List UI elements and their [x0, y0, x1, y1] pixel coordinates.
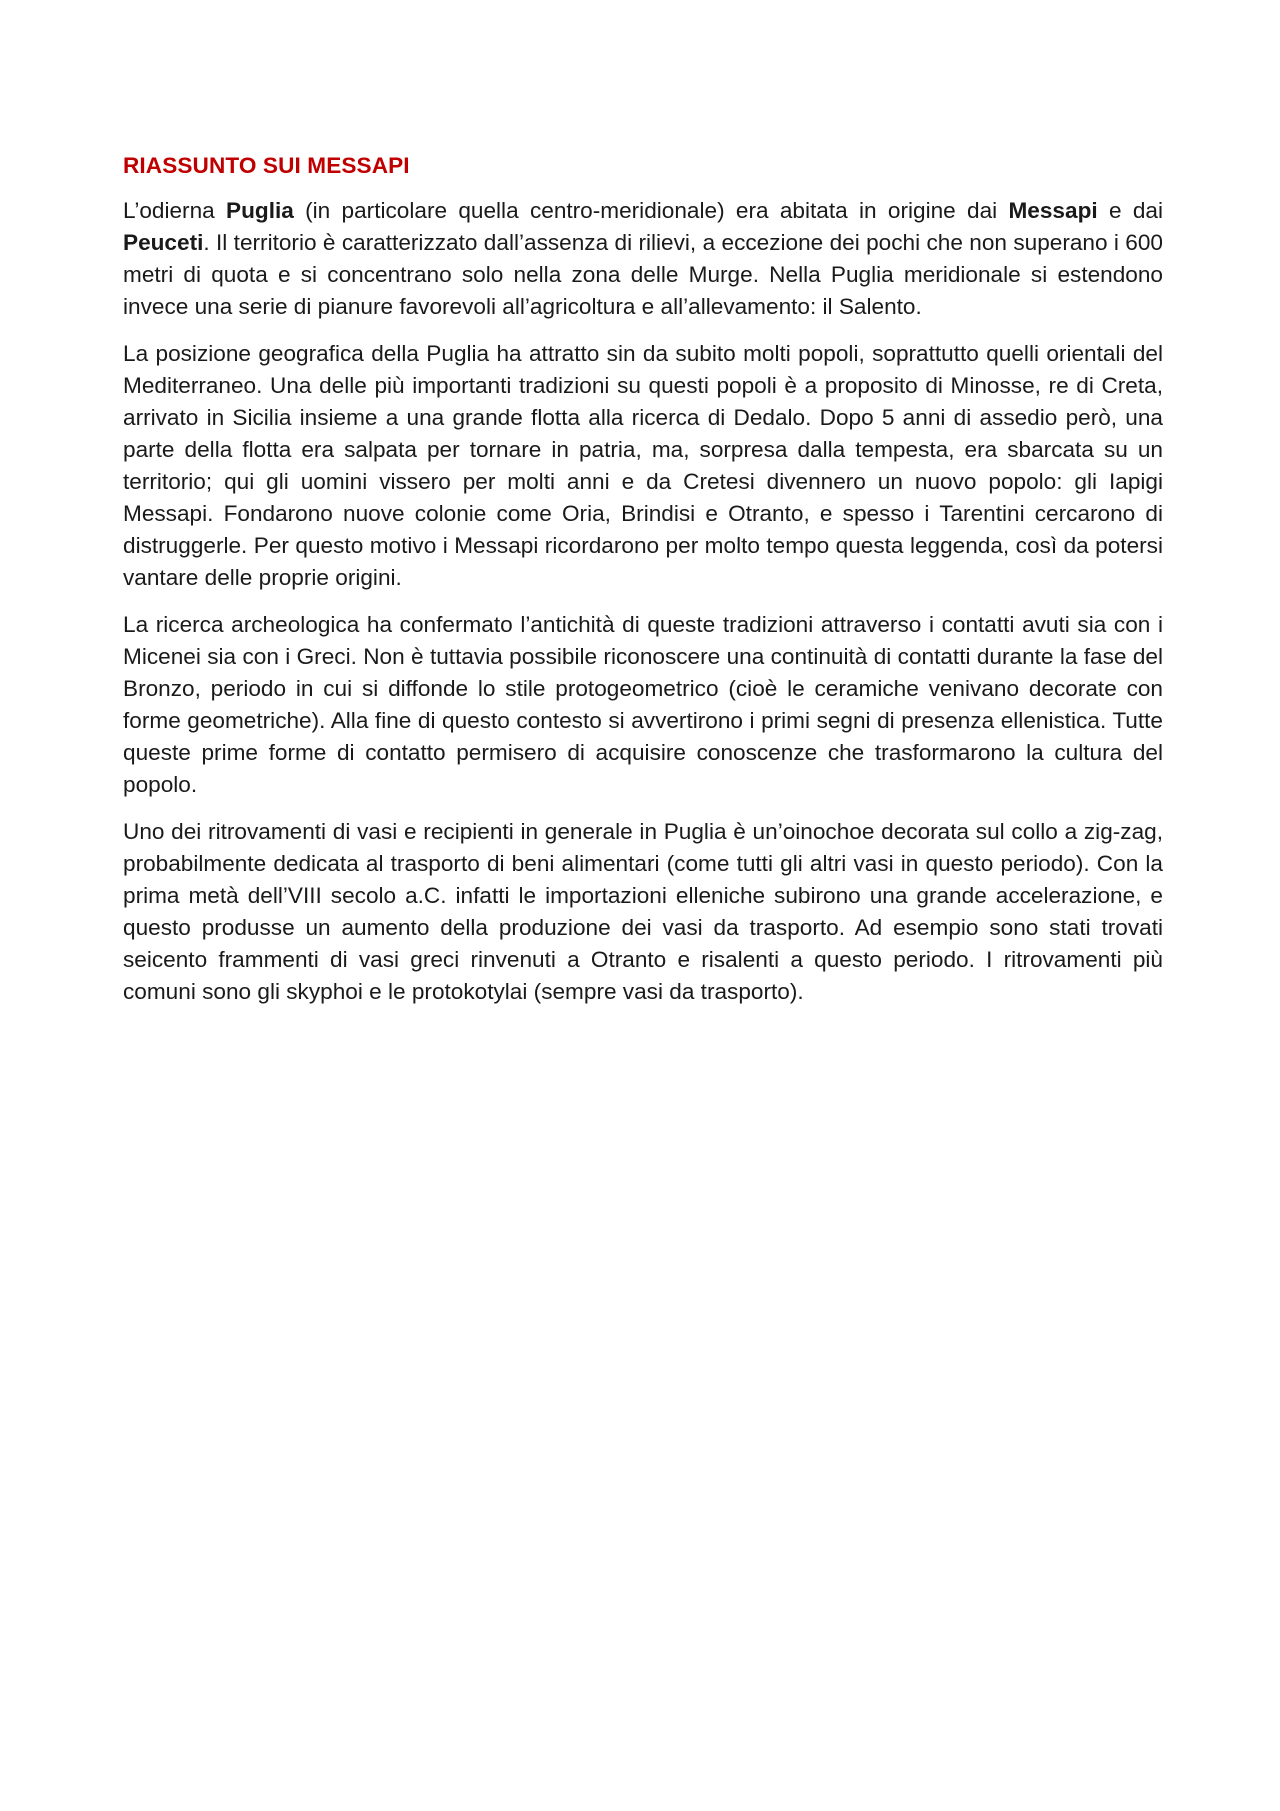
paragraph-1-text-2: (in particolare quella centro-meridionale) era abitata in origine dai — [293, 198, 1009, 223]
paragraph-1-text-3: e dai — [1097, 198, 1163, 223]
bold-term-peuceti: Peuceti — [123, 230, 204, 255]
document-title: RIASSUNTO SUI MESSAPI — [123, 153, 410, 178]
paragraph-3: La ricerca archeologica ha confermato l’antichità di queste tradizioni attraverso i contatti avuti sia con i Micenei sia con i Greci. Non è tuttavia possibile riconoscere una continuità di contatti durante la fase del Bronzo, periodo in cui si diffonde lo stile protogeometrico (cioè le ceramiche venivano decorate con forme geometriche). Alla fine di questo contesto si avvertirono i primi segni di presenza ellenistica. Tutte queste prime forme di contatto permisero di acquisire conoscenze che trasformarono la cultura del popolo. — [123, 612, 1163, 797]
paragraph-1-text-1: L’odierna — [123, 198, 227, 223]
paragraph-1 — [123, 195, 1163, 323]
paragraph-1-text-4: . Il territorio è caratterizzato dall’assenza di rilievi, a eccezione dei pochi che non superano i 600 metri di quota e si concentrano solo nella zona delle Murge. Nella Puglia meridionale si estendono invece una serie di pianure favorevoli all’agricoltura e all’allevamento: il Salento. — [123, 230, 1163, 319]
bold-term-puglia: Puglia — [226, 198, 294, 223]
bold-term-messapi: Messapi — [1008, 198, 1098, 223]
document-body — [123, 150, 1163, 1023]
paragraph-2: La posizione geografica della Puglia ha attratto sin da subito molti popoli, soprattutto quelli orientali del Mediterraneo. Una delle più importanti tradizioni su questi popoli è a proposito di Minosse, re di Creta, arrivato in Sicilia insieme a una grande flotta alla ricerca di Dedalo. Dopo 5 anni di assedio però, una parte della flotta era salpata per tornare in patria, ma, sorpresa dalla tempesta, era sbarcata su un territorio; qui gli uomini vissero per molti anni e da Cretesi divennero un nuovo popolo: gli Iapigi Messapi. Fondarono nuove colonie come Oria, Brindisi e Otranto, e spesso i Tarentini cercarono di distruggerle. Per questo motivo i Messapi ricordarono per molto tempo questa leggenda, così da potersi vantare delle proprie origini. — [123, 341, 1163, 590]
paragraph-4: Uno dei ritrovamenti di vasi e recipienti in generale in Puglia è un’oinochoe decorata sul collo a zig-zag, probabilmente dedicata al trasporto di beni alimentari (come tutti gli altri vasi in questo periodo). Con la prima metà dell’VIII secolo a.C. infatti le importazioni elleniche subirono una grande accelerazione, e questo produsse un aumento della produzione dei vasi da trasporto. Ad esempio sono stati trovati seicento frammenti di vasi greci rinvenuti a Otranto e risalenti a questo periodo. I ritrovamenti più comuni sono gli skyphoi e le protokotylai (sempre vasi da trasporto). — [123, 819, 1163, 1004]
